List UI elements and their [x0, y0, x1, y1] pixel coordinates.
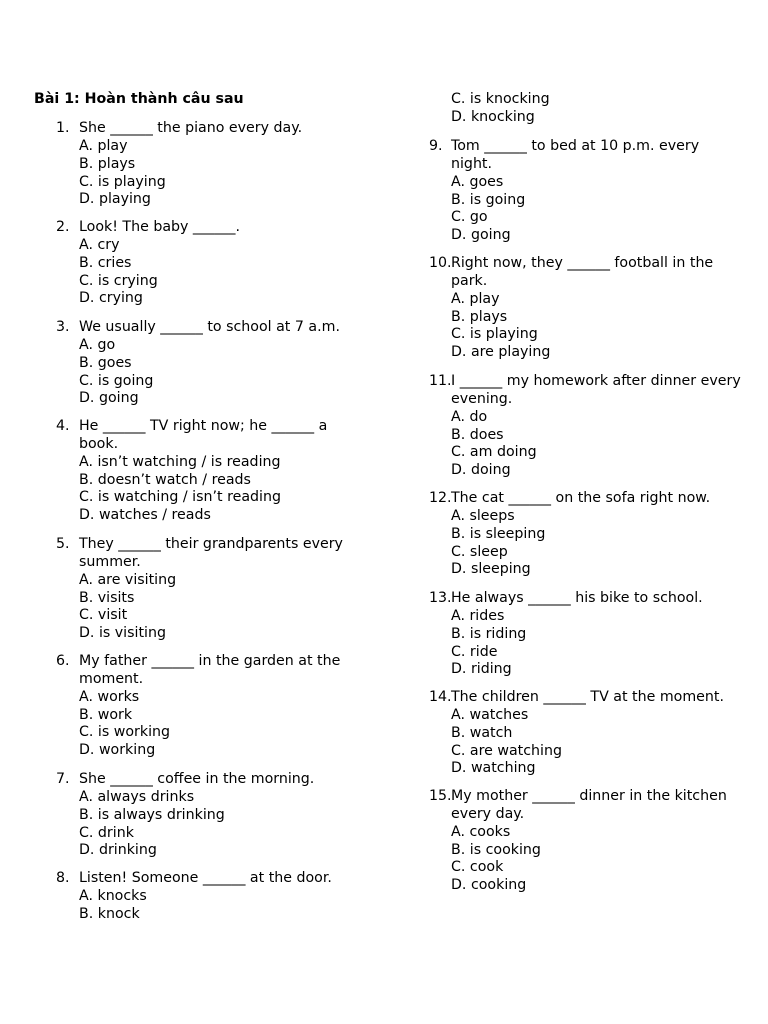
option-b: B. watch	[451, 724, 513, 741]
question-2	[56, 219, 366, 308]
question-stem: He ______ TV right now; he ______ a	[79, 418, 328, 434]
question-stem-continued: moment.	[79, 670, 144, 687]
question-stem-continued: evening.	[451, 390, 513, 407]
question-1	[56, 120, 366, 209]
question-stem: He always ______ his bike to school.	[451, 590, 703, 606]
option-d: D. going	[79, 390, 139, 407]
option-a: A. knocks	[79, 887, 147, 904]
question-stem: The cat ______ on the sofa right now.	[451, 490, 711, 506]
question-14	[429, 689, 749, 778]
question-number: 2.	[56, 219, 70, 235]
option-d: D. drinking	[79, 842, 157, 859]
option-d: D. playing	[79, 191, 151, 208]
question-number: 5.	[56, 536, 70, 552]
question-stem: Look! The baby ______.	[79, 219, 241, 235]
option-b: B. is cooking	[451, 841, 541, 858]
question-stem: She ______ coffee in the morning.	[79, 771, 315, 787]
question-stem-continued: park.	[451, 272, 488, 289]
question-number: 7.	[56, 771, 70, 787]
option-a: A. watches	[451, 706, 529, 723]
question-number: 1.	[56, 120, 70, 136]
page-title: Bài 1: Hoàn thành câu sau	[34, 91, 244, 107]
option-b: B. visits	[79, 589, 135, 606]
option-a: A. go	[79, 336, 116, 353]
option-a: A. play	[79, 137, 128, 154]
question-9	[429, 138, 749, 245]
option-a: A. always drinks	[79, 788, 195, 805]
option-c: C. visit	[79, 607, 128, 624]
option-d: D. is visiting	[79, 625, 166, 642]
option-c: C. is going	[79, 372, 154, 389]
option-b: B. plays	[451, 308, 508, 325]
option-c: C. go	[451, 209, 488, 226]
option-c: C. are watching	[451, 742, 562, 759]
question-stem: My mother ______ dinner in the kitchen	[451, 788, 727, 804]
question-number: 6.	[56, 653, 70, 669]
question-number: 11.	[429, 373, 452, 389]
question-12	[429, 490, 749, 579]
option-a: A. play	[451, 290, 500, 307]
question-number: 8.	[56, 870, 70, 886]
option-a: A. goes	[451, 173, 504, 190]
question-stem-continued: summer.	[79, 553, 141, 570]
question-stem: I ______ my homework after dinner every	[451, 373, 741, 389]
option-d: D. watching	[451, 760, 536, 777]
question-stem-continued: night.	[451, 155, 493, 172]
option-b: B. knock	[79, 905, 140, 922]
question-10	[429, 255, 749, 362]
option-b: B. plays	[79, 155, 136, 172]
option-d: D. watches / reads	[79, 507, 211, 524]
question-stem: Right now, they ______ football in the	[451, 255, 714, 271]
option-c: C. drink	[79, 824, 134, 841]
question-stem: Listen! Someone ______ at the door.	[79, 870, 332, 886]
option-c: C. is crying	[79, 272, 158, 289]
option-a: A. cooks	[451, 823, 511, 840]
question-number: 12.	[429, 490, 452, 506]
option-b: B. work	[79, 706, 133, 723]
option-b: B. cries	[79, 254, 132, 271]
question-4	[56, 418, 366, 525]
question-8-continued	[429, 91, 749, 127]
question-number: 9.	[429, 138, 443, 154]
question-stem: They ______ their grandparents every	[79, 536, 343, 552]
question-number: 13.	[429, 590, 452, 606]
question-stem: The children ______ TV at the moment.	[451, 689, 724, 705]
option-d: D. are playing	[451, 344, 551, 361]
question-number: 10.	[429, 255, 452, 271]
option-d: D. riding	[451, 661, 512, 678]
option-c: C. cook	[451, 859, 504, 876]
option-d: D. crying	[79, 290, 143, 307]
option-a: A. do	[451, 408, 488, 425]
option-a: A. rides	[451, 607, 505, 624]
question-number: 3.	[56, 319, 70, 335]
question-stem: We usually ______ to school at 7 a.m.	[79, 319, 340, 335]
option-c: C. is working	[79, 724, 171, 741]
question-7	[56, 771, 366, 860]
option-b: B. is riding	[451, 625, 527, 642]
question-number: 14.	[429, 689, 452, 705]
option-c: C. is watching / isn’t reading	[79, 489, 281, 506]
question-15	[429, 788, 749, 895]
option-a: A. cry	[79, 236, 120, 253]
option-b: B. does	[451, 426, 504, 443]
option-c: C. is playing	[79, 173, 166, 190]
question-3	[56, 319, 366, 408]
option-d: D. doing	[451, 462, 511, 479]
option-d: D. cooking	[451, 877, 527, 894]
question-8	[56, 870, 366, 924]
question-stem: Tom ______ to bed at 10 p.m. every	[451, 138, 700, 154]
option-c: C. ride	[451, 643, 498, 660]
question-5	[56, 536, 366, 643]
question-13	[429, 590, 749, 679]
option-b: B. is going	[451, 191, 526, 208]
option-c: C. am doing	[451, 444, 537, 461]
question-number: 15.	[429, 788, 452, 804]
option-d: D. knocking	[451, 108, 535, 125]
question-stem-continued: book.	[79, 435, 119, 452]
option-b: B. goes	[79, 354, 132, 371]
question-6	[56, 653, 366, 760]
question-stem: She ______ the piano every day.	[79, 120, 303, 136]
question-stem: My father ______ in the garden at the	[79, 653, 341, 669]
option-b: B. is always drinking	[79, 806, 225, 823]
option-c: C. is playing	[451, 326, 538, 343]
question-stem-continued: every day.	[451, 805, 525, 822]
option-b: B. doesn’t watch / reads	[79, 471, 251, 488]
option-c: C. sleep	[451, 543, 508, 560]
option-b: B. is sleeping	[451, 525, 546, 542]
option-d: D. sleeping	[451, 561, 531, 578]
option-a: A. sleeps	[451, 507, 515, 524]
option-a: A. isn’t watching / is reading	[79, 453, 281, 470]
option-a: A. are visiting	[79, 571, 177, 588]
option-c: C. is knocking	[451, 91, 550, 107]
option-a: A. works	[79, 688, 140, 705]
option-d: D. working	[79, 742, 156, 759]
question-11	[429, 373, 749, 480]
option-d: D. going	[451, 227, 511, 244]
question-number: 4.	[56, 418, 70, 434]
